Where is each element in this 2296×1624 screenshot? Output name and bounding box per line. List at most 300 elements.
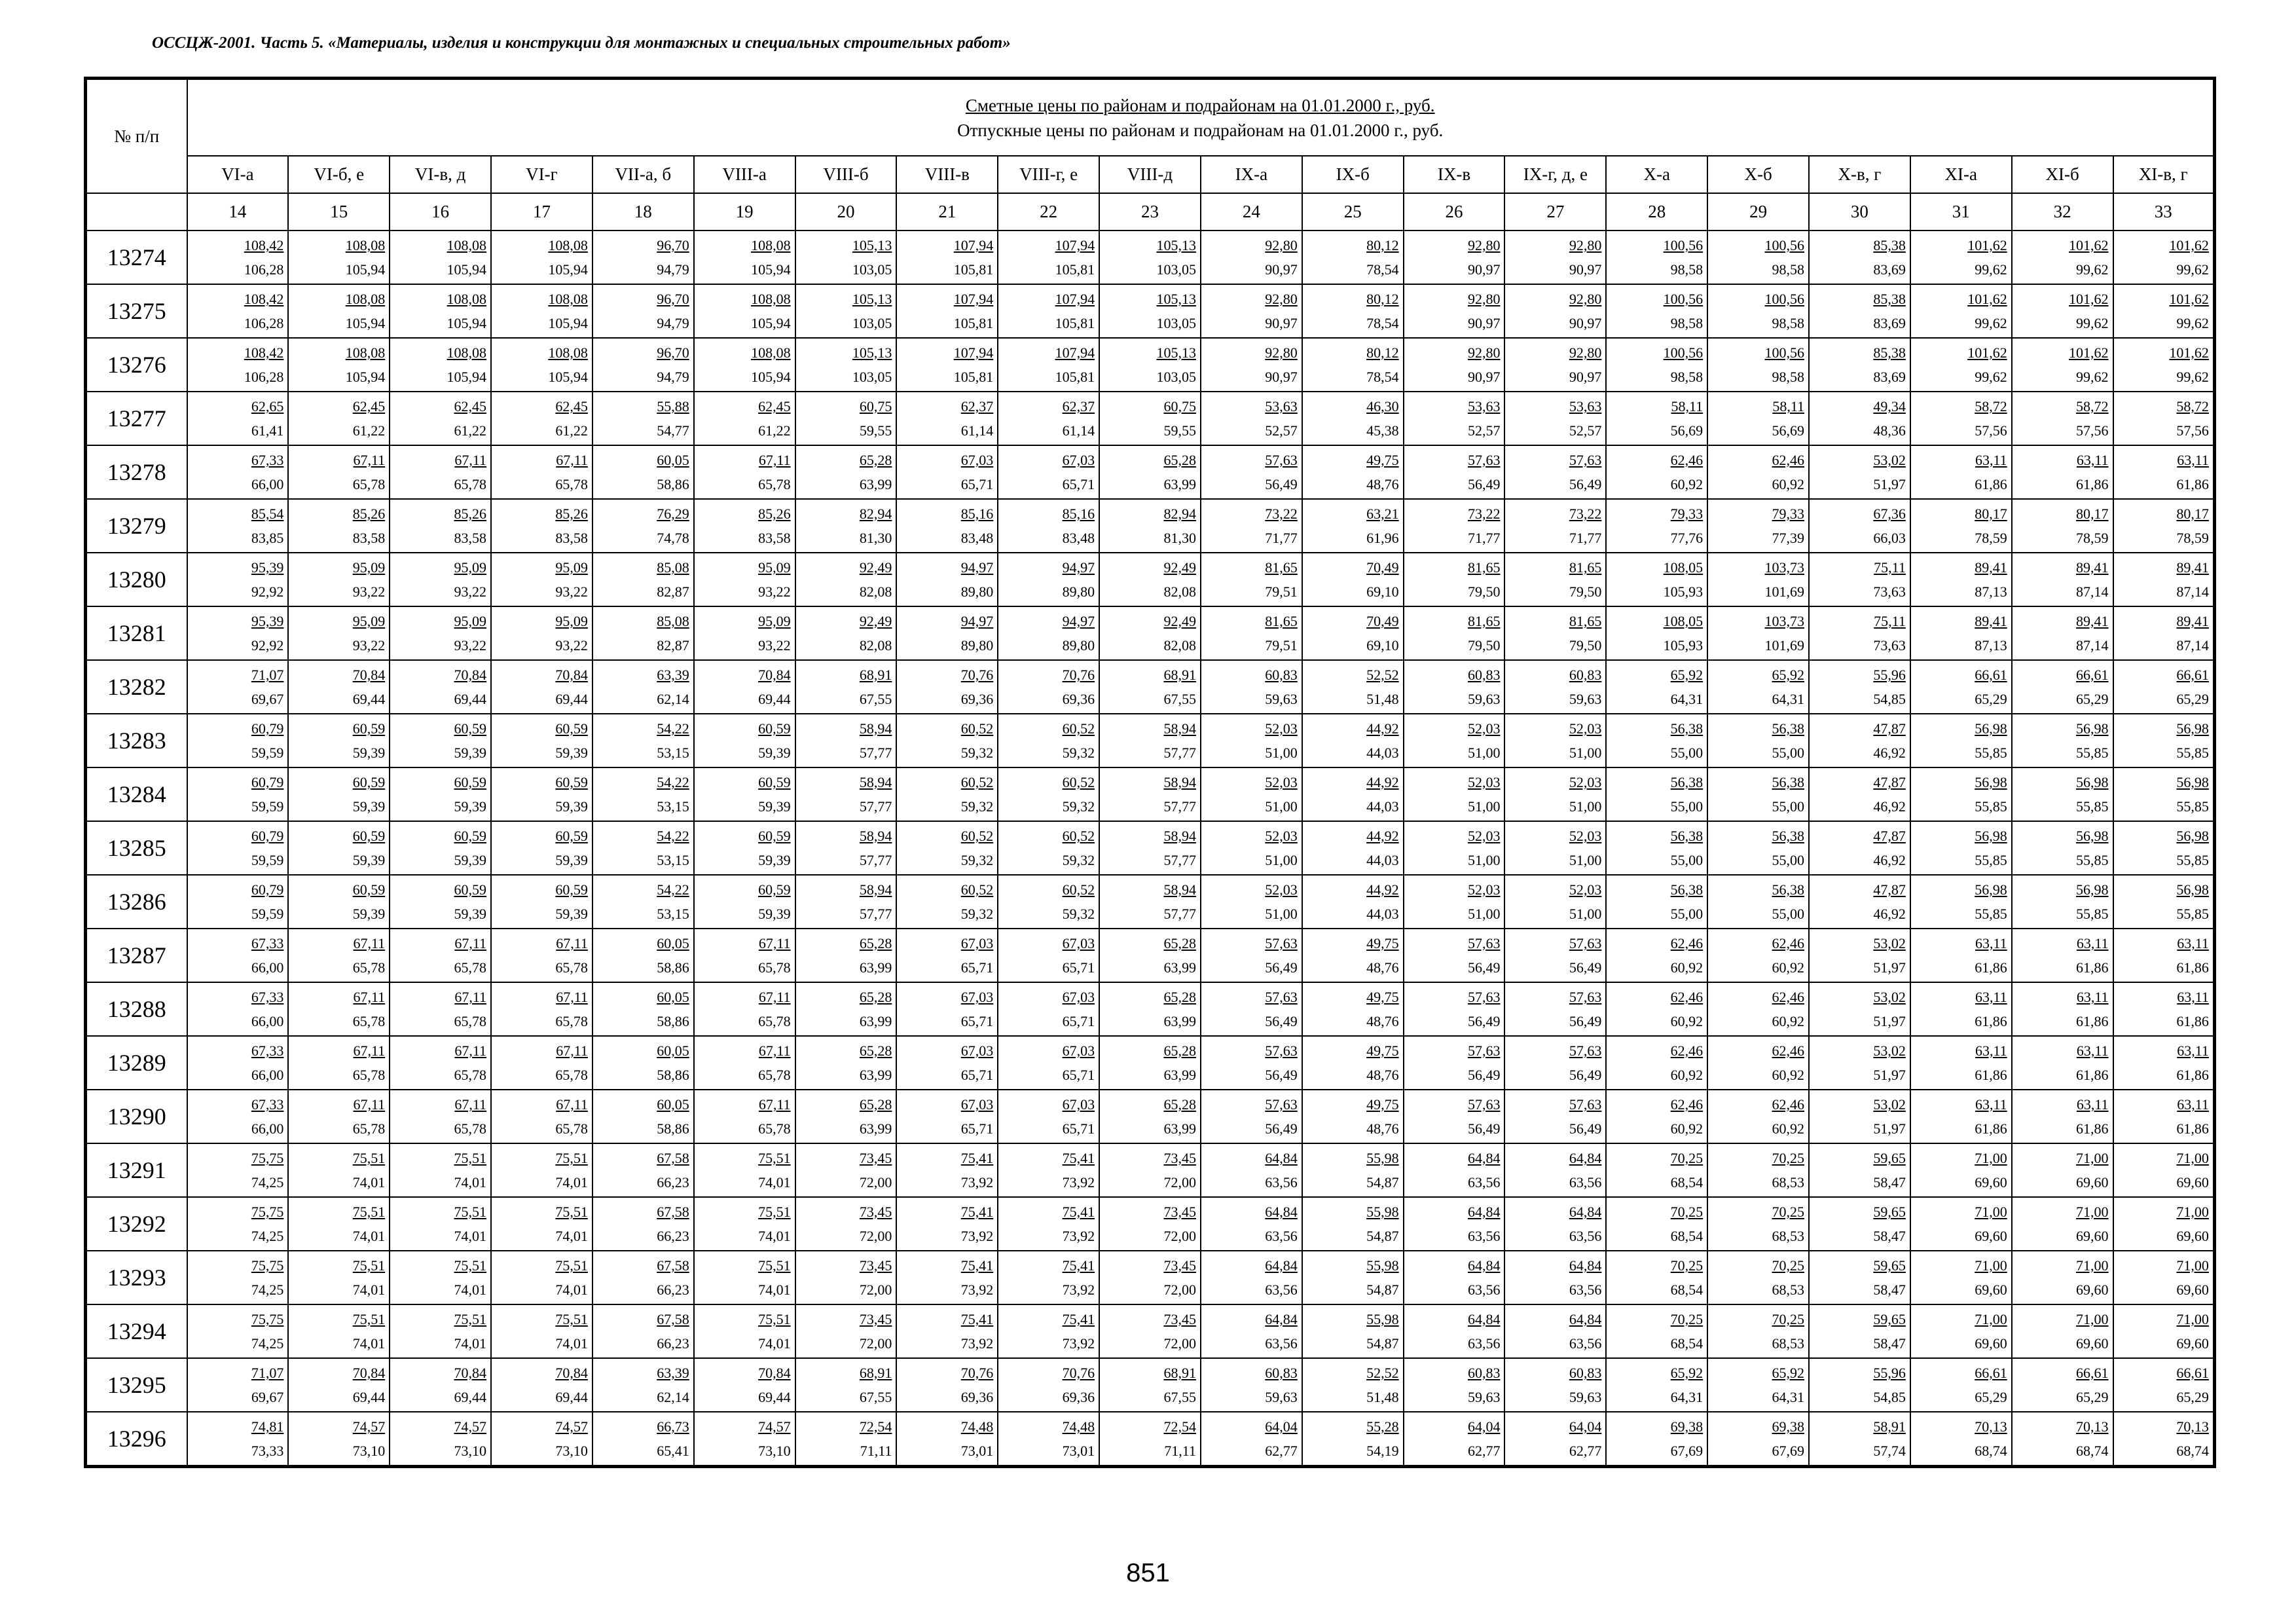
estimate-price: 63,11: [2177, 1096, 2209, 1113]
estimate-price: 96,70: [657, 291, 689, 307]
release-price: 93,22: [454, 637, 487, 654]
column-number: 23: [1099, 193, 1201, 231]
page-number: 851: [1126, 1559, 1170, 1587]
price-cell: [1404, 445, 1505, 499]
release-price: 51,48: [1366, 1389, 1399, 1405]
release-price: 48,76: [1366, 1013, 1399, 1029]
release-price: 54,85: [1873, 691, 1906, 707]
estimate-price: 52,03: [1265, 828, 1298, 844]
price-cell: [1099, 445, 1201, 499]
estimate-price: 81,65: [1569, 613, 1602, 629]
release-price: 73,10: [555, 1443, 588, 1459]
price-cell: [491, 982, 592, 1036]
estimate-price: 108,08: [345, 344, 386, 361]
price-cell: [1302, 1090, 1404, 1143]
price-cell: [491, 1304, 592, 1358]
price-cell: [491, 1036, 592, 1090]
price-cell: [896, 821, 998, 875]
price-cell: [592, 1036, 694, 1090]
release-price: 82,87: [657, 583, 689, 600]
price-cell: [1910, 231, 2012, 284]
release-price: 54,87: [1366, 1335, 1399, 1352]
release-price: 61,86: [2076, 476, 2109, 492]
estimate-price: 101,62: [2169, 344, 2209, 361]
estimate-price: 67,33: [251, 1096, 284, 1113]
estimate-price: 67,11: [758, 989, 791, 1005]
estimate-price: 73,22: [1265, 506, 1298, 522]
estimate-price: 70,84: [352, 1365, 386, 1381]
estimate-price: 95,09: [555, 613, 588, 629]
price-cell: [491, 1090, 592, 1143]
estimate-price: 53,63: [1467, 398, 1501, 415]
estimate-price: 63,11: [2076, 935, 2109, 951]
price-cell: [694, 499, 795, 553]
release-price: 74,01: [555, 1174, 588, 1190]
estimate-price: 57,63: [1265, 989, 1298, 1005]
release-price: 55,00: [1670, 798, 1704, 815]
price-cell: [2012, 714, 2113, 767]
price-cell: [694, 445, 795, 499]
estimate-price: 67,11: [758, 1043, 791, 1059]
estimate-price: 62,45: [352, 398, 386, 415]
price-cell: [2113, 660, 2215, 714]
price-cell: [288, 1090, 390, 1143]
estimate-price: 70,25: [1670, 1204, 1704, 1220]
estimate-price: 56,98: [2076, 774, 2109, 790]
estimate-price: 105,13: [1156, 291, 1196, 307]
release-price: 63,99: [1163, 1120, 1196, 1137]
release-price: 57,77: [859, 852, 892, 868]
estimate-price: 70,84: [454, 667, 487, 683]
release-price: 103,05: [1156, 315, 1196, 331]
price-cell: [795, 392, 897, 445]
release-price: 64,31: [1670, 691, 1704, 707]
estimate-price: 63,21: [1366, 506, 1399, 522]
release-price: 65,29: [2076, 691, 2109, 707]
estimate-price: 59,65: [1873, 1257, 1906, 1274]
price-cell: [187, 929, 289, 982]
estimate-price: 58,94: [859, 828, 892, 844]
price-cell: [491, 714, 592, 767]
release-price: 93,22: [758, 637, 791, 654]
release-price: 61,86: [1975, 1067, 2007, 1083]
estimate-price: 96,70: [657, 237, 689, 253]
release-price: 65,29: [2076, 1389, 2109, 1405]
row-id: 13288: [86, 982, 187, 1036]
release-price: 51,00: [1265, 798, 1298, 815]
estimate-price: 85,38: [1873, 344, 1906, 361]
estimate-price: 96,70: [657, 344, 689, 361]
release-price: 58,86: [657, 1120, 689, 1137]
price-cell: [1707, 231, 1809, 284]
estimate-price: 89,41: [2076, 559, 2109, 576]
price-cell: [1606, 284, 1707, 338]
release-price: 79,50: [1569, 583, 1602, 600]
estimate-price: 94,97: [1062, 559, 1095, 576]
price-cell: [1910, 1090, 2012, 1143]
price-cell: [1504, 553, 1606, 606]
estimate-price: 49,75: [1366, 989, 1399, 1005]
release-price: 55,85: [1975, 798, 2007, 815]
release-price: 83,48: [1062, 530, 1095, 546]
price-cell: [592, 445, 694, 499]
estimate-price: 100,56: [1764, 237, 1804, 253]
price-cell: [1302, 338, 1404, 392]
estimate-price: 67,58: [657, 1204, 689, 1220]
release-price: 61,96: [1366, 530, 1399, 546]
release-price: 59,55: [1163, 422, 1196, 439]
release-price: 61,41: [251, 422, 284, 439]
price-cell: [795, 821, 897, 875]
price-cell: [2012, 392, 2113, 445]
release-price: 59,39: [758, 852, 791, 868]
price-cell: [1302, 1143, 1404, 1197]
release-price: 69,36: [960, 1389, 994, 1405]
price-cell: [2113, 1358, 2215, 1412]
price-cell: [390, 338, 491, 392]
estimate-price: 55,98: [1366, 1311, 1399, 1327]
release-price: 62,77: [1569, 1443, 1602, 1459]
release-price: 69,60: [2176, 1335, 2209, 1352]
price-cell: [1201, 1358, 1302, 1412]
price-cell: [1606, 660, 1707, 714]
price-cell: [1606, 606, 1707, 660]
estimate-price: 94,97: [960, 559, 994, 576]
release-price: 73,92: [960, 1282, 994, 1298]
estimate-price: 71,00: [1975, 1204, 2007, 1220]
estimate-price: 108,42: [244, 237, 284, 253]
release-price: 51,00: [1569, 906, 1602, 922]
estimate-price: 65,92: [1670, 1365, 1704, 1381]
price-cell: [592, 1143, 694, 1197]
price-cell: [1099, 875, 1201, 929]
estimate-price: 53,02: [1873, 1096, 1906, 1113]
price-cell: [1707, 1304, 1809, 1358]
price-cell: [1809, 445, 1910, 499]
price-cell: [998, 1358, 1099, 1412]
release-price: 74,01: [352, 1282, 386, 1298]
estimate-price: 49,75: [1366, 1096, 1399, 1113]
price-cell: [1707, 392, 1809, 445]
release-price: 69,44: [454, 1389, 487, 1405]
estimate-price: 47,87: [1873, 881, 1906, 898]
price-cell: [288, 231, 390, 284]
price-cell: [187, 392, 289, 445]
price-cell: [288, 445, 390, 499]
estimate-price: 67,11: [556, 452, 588, 468]
estimate-price: 70,84: [454, 1365, 487, 1381]
release-price: 105,81: [953, 315, 994, 331]
release-price: 51,00: [1569, 852, 1602, 868]
estimate-price: 92,80: [1467, 344, 1501, 361]
estimate-price: 71,00: [2076, 1311, 2109, 1327]
table-row: [86, 284, 2215, 338]
price-cell: [1201, 553, 1302, 606]
release-price: 74,01: [758, 1174, 791, 1190]
release-price: 74,01: [454, 1282, 487, 1298]
release-price: 69,36: [960, 691, 994, 707]
release-price: 74,01: [758, 1335, 791, 1352]
estimate-price: 58,94: [1163, 828, 1196, 844]
estimate-price: 75,41: [960, 1311, 994, 1327]
price-cell: [1606, 982, 1707, 1036]
estimate-price: 44,92: [1366, 881, 1399, 898]
release-price: 92,92: [251, 583, 284, 600]
release-price: 59,55: [859, 422, 892, 439]
release-price: 74,01: [555, 1228, 588, 1244]
estimate-prices-title: Сметные цены по районам и подрайонам на 01.01.2000 г., руб.: [965, 95, 1435, 115]
release-price: 82,08: [1163, 583, 1196, 600]
estimate-price: 89,41: [1975, 613, 2007, 629]
release-price: 63,56: [1467, 1335, 1501, 1352]
release-price: 87,14: [2176, 637, 2209, 654]
estimate-price: 62,46: [1670, 1096, 1704, 1113]
release-price: 59,39: [758, 798, 791, 815]
release-price: 83,69: [1873, 369, 1906, 385]
release-price: 60,92: [1670, 476, 1704, 492]
estimate-price: 67,11: [556, 1096, 588, 1113]
price-cell: [1099, 1197, 1201, 1251]
estimate-price: 71,00: [2176, 1150, 2209, 1166]
price-cell: [592, 284, 694, 338]
release-price: 69,60: [2176, 1282, 2209, 1298]
release-price: 63,99: [1163, 1013, 1196, 1029]
estimate-price: 85,26: [758, 506, 791, 522]
estimate-price: 57,63: [1467, 1096, 1501, 1113]
estimate-price: 60,83: [1467, 1365, 1501, 1381]
price-cell: [2113, 1251, 2215, 1304]
price-cell: [1404, 1412, 1505, 1467]
price-cell: [1707, 660, 1809, 714]
estimate-price: 80,17: [1975, 506, 2007, 522]
release-price: 93,22: [352, 637, 386, 654]
release-price: 61,86: [2076, 1067, 2109, 1083]
estimate-price: 44,92: [1366, 774, 1399, 790]
release-price: 65,71: [960, 1067, 994, 1083]
release-price: 65,29: [2176, 691, 2209, 707]
estimate-price: 57,63: [1265, 1096, 1298, 1113]
estimate-price: 60,52: [960, 881, 994, 898]
release-price: 99,62: [2176, 369, 2209, 385]
estimate-price: 60,59: [352, 774, 386, 790]
price-cell: [694, 660, 795, 714]
estimate-price: 95,09: [454, 613, 487, 629]
release-price: 59,32: [1062, 745, 1095, 761]
estimate-price: 60,83: [1265, 1365, 1298, 1381]
estimate-price: 107,94: [1055, 291, 1095, 307]
price-cell: [592, 338, 694, 392]
estimate-price: 108,08: [345, 237, 386, 253]
row-id: 13277: [86, 392, 187, 445]
district-header: VI-г: [491, 156, 592, 193]
price-cell: [2012, 1358, 2113, 1412]
estimate-price: 62,65: [251, 398, 284, 415]
estimate-price: 74,48: [960, 1418, 994, 1435]
estimate-price: 56,98: [2076, 881, 2109, 898]
price-cell: [390, 660, 491, 714]
price-cell: [2113, 1090, 2215, 1143]
release-price: 55,85: [1975, 745, 2007, 761]
price-cell: [1201, 1251, 1302, 1304]
release-price: 74,25: [251, 1282, 284, 1298]
release-price: 48,76: [1366, 476, 1399, 492]
release-price: 101,69: [1764, 583, 1804, 600]
price-cell: [1504, 982, 1606, 1036]
estimate-price: 60,59: [555, 720, 588, 737]
estimate-price: 58,72: [1975, 398, 2007, 415]
estimate-price: 56,98: [2176, 720, 2209, 737]
estimate-price: 57,63: [1467, 989, 1501, 1005]
row-id: 13285: [86, 821, 187, 875]
price-cell: [1404, 1251, 1505, 1304]
district-header: XI-в, г: [2113, 156, 2215, 193]
estimate-price: 60,59: [758, 828, 791, 844]
estimate-price: 52,52: [1366, 667, 1399, 683]
release-price: 90,97: [1569, 369, 1602, 385]
estimate-price: 65,92: [1772, 1365, 1804, 1381]
estimate-price: 71,07: [251, 1365, 284, 1381]
price-cell: [1606, 1036, 1707, 1090]
estimate-price: 62,46: [1772, 452, 1804, 468]
price-cell: [187, 499, 289, 553]
estimate-price: 58,94: [1163, 774, 1196, 790]
release-price: 87,14: [2076, 583, 2109, 600]
price-cell: [1302, 1358, 1404, 1412]
estimate-price: 74,57: [758, 1418, 791, 1435]
district-header: VI-а: [187, 156, 289, 193]
price-cell: [1707, 499, 1809, 553]
estimate-price: 64,84: [1467, 1150, 1501, 1166]
estimate-price: 65,28: [859, 452, 892, 468]
price-cell: [998, 1036, 1099, 1090]
release-price: 65,71: [1062, 1013, 1095, 1029]
estimate-price: 67,03: [960, 1043, 994, 1059]
price-cell: [187, 1412, 289, 1467]
price-cell: [1201, 445, 1302, 499]
price-cell: [795, 660, 897, 714]
release-price: 53,15: [657, 745, 689, 761]
price-cell: [795, 1358, 897, 1412]
price-cell: [795, 499, 897, 553]
release-price: 59,39: [555, 906, 588, 922]
estimate-price: 65,28: [1163, 989, 1196, 1005]
price-cell: [1201, 284, 1302, 338]
estimate-price: 60,59: [352, 720, 386, 737]
release-price: 56,49: [1569, 476, 1602, 492]
estimate-price: 70,25: [1772, 1311, 1804, 1327]
price-cell: [896, 1197, 998, 1251]
price-cell: [390, 1143, 491, 1197]
estimate-price: 67,11: [556, 935, 588, 951]
release-price: 55,85: [2176, 906, 2209, 922]
estimate-price: 70,76: [1062, 1365, 1095, 1381]
release-price: 65,71: [1062, 476, 1095, 492]
price-cell: [1099, 1143, 1201, 1197]
price-cell: [1404, 714, 1505, 767]
release-price: 65,29: [2176, 1389, 2209, 1405]
estimate-price: 67,03: [960, 989, 994, 1005]
estimate-price: 71,00: [2176, 1204, 2209, 1220]
release-price: 74,01: [454, 1174, 487, 1190]
price-cell: [592, 821, 694, 875]
release-price: 71,77: [1467, 530, 1501, 546]
release-price: 62,77: [1467, 1443, 1501, 1459]
price-cell: [2113, 553, 2215, 606]
price-cell: [1404, 821, 1505, 875]
price-cell: [1302, 767, 1404, 821]
estimate-price: 80,12: [1366, 344, 1399, 361]
release-price: 51,00: [1265, 745, 1298, 761]
price-cell: [998, 1143, 1099, 1197]
price-cell: [896, 982, 998, 1036]
release-price: 58,47: [1873, 1228, 1906, 1244]
price-cell: [795, 1251, 897, 1304]
price-cell: [1302, 660, 1404, 714]
price-cell: [694, 392, 795, 445]
release-price: 73,33: [251, 1443, 284, 1459]
price-cell: [2113, 1412, 2215, 1467]
release-price: 51,97: [1873, 1120, 1906, 1137]
price-cell: [1606, 1251, 1707, 1304]
estimate-price: 62,46: [1772, 1096, 1804, 1113]
release-price: 55,85: [2176, 852, 2209, 868]
price-cell: [1809, 767, 1910, 821]
estimate-price: 75,51: [555, 1150, 588, 1166]
release-price: 63,99: [1163, 959, 1196, 976]
release-price: 78,59: [1975, 530, 2007, 546]
estimate-price: 69,38: [1772, 1418, 1804, 1435]
price-cell: [1404, 392, 1505, 445]
estimate-price: 80,12: [1366, 237, 1399, 253]
release-price: 57,77: [1163, 906, 1196, 922]
price-cell: [1201, 1143, 1302, 1197]
release-price: 106,28: [244, 315, 284, 331]
estimate-price: 103,73: [1764, 613, 1804, 629]
row-id: 13276: [86, 338, 187, 392]
price-cell: [2012, 821, 2113, 875]
price-cell: [1099, 499, 1201, 553]
release-price: 69,60: [2076, 1228, 2109, 1244]
release-price: 44,03: [1366, 852, 1399, 868]
price-cell: [592, 982, 694, 1036]
release-price: 53,15: [657, 906, 689, 922]
release-price: 63,99: [859, 476, 892, 492]
release-price: 55,85: [2176, 798, 2209, 815]
estimate-price: 75,51: [352, 1311, 386, 1327]
release-price: 87,13: [1975, 583, 2007, 600]
estimate-price: 85,08: [657, 613, 689, 629]
estimate-price: 52,03: [1467, 828, 1501, 844]
price-cell: [1809, 553, 1910, 606]
estimate-price: 80,17: [2076, 506, 2109, 522]
estimate-price: 75,51: [555, 1204, 588, 1220]
estimate-price: 108,08: [446, 344, 487, 361]
column-number: 16: [390, 193, 491, 231]
release-price: 61,86: [2176, 476, 2209, 492]
price-cell: [1606, 767, 1707, 821]
release-price: 64,31: [1772, 1389, 1804, 1405]
price-cell: [1504, 929, 1606, 982]
price-cell: [2012, 445, 2113, 499]
release-price: 74,01: [352, 1174, 386, 1190]
release-price: 51,00: [1467, 745, 1501, 761]
release-price: 98,58: [1670, 369, 1704, 385]
price-cell: [187, 606, 289, 660]
table-row: [86, 231, 2215, 284]
price-cell: [491, 284, 592, 338]
row-id: 13282: [86, 660, 187, 714]
column-number: 29: [1707, 193, 1809, 231]
